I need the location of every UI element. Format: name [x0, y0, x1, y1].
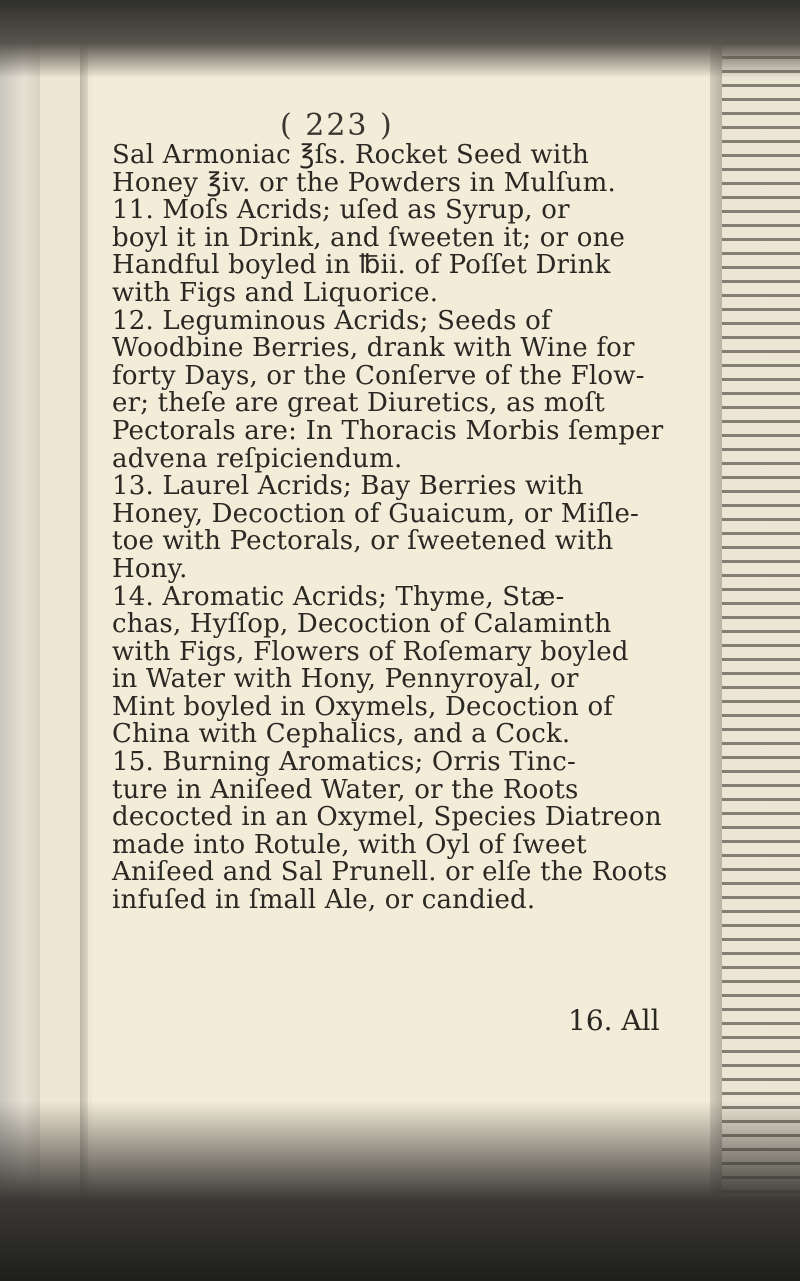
page-number: ( 223 ) [280, 108, 394, 143]
text-line: ture in Aniſeed Water, or the Roots [112, 774, 579, 805]
text-line: boyl it in Drink, and ſweeten it; or one [112, 222, 626, 253]
text-line: China with Cephalics, and a Cock. [112, 719, 571, 750]
text-line: 14. Aromatic Acrids; Thyme, Stæ- [112, 581, 565, 612]
text-line: er; theſe are great Diuretics, as moſt [112, 388, 605, 419]
text-line: 13. Laurel Acrids; Bay Berries with [112, 471, 584, 502]
text-line: toe with Pectorals, or ſweetened with [112, 526, 614, 557]
text-line: infuſed in ſmall Ale, or candied. [112, 885, 536, 916]
text-line: decocted in an Oxymel, Species Diatreon [112, 802, 662, 833]
text-line: Honey, Decoction of Guaicum, or Miſle- [112, 498, 640, 529]
text-line: 15. Burning Aromatics; Orris Tinc- [112, 747, 576, 778]
stacked-page-edges [722, 0, 800, 1281]
scan-edge-left [0, 0, 40, 1281]
text-line: chas, Hyſſop, Decoction of Calaminth [112, 609, 612, 640]
catchword: 16. All [568, 1004, 660, 1037]
text-line: Pectorals are: In Thoracis Morbis ſemper [112, 415, 664, 446]
text-line: with Figs, Flowers of Roſemary boyled [112, 636, 629, 667]
bottom-scan-shadow [0, 1101, 800, 1281]
text-line: Honey ℥iv. or the Powders in Mulſum. [112, 167, 616, 198]
text-line: 12. Leguminous Acrids; Seeds of [112, 305, 551, 336]
text-line: Handful boyled in ℔ii. of Poſſet Drink [112, 250, 611, 281]
page-gutter [80, 0, 88, 1281]
text-line: with Figs and Liquorice. [112, 277, 439, 308]
text-line: Sal Armoniac ℥ſs. Rocket Seed with [112, 140, 590, 170]
text-line: Aniſeed and Sal Prunell. or elſe the Roots [112, 857, 668, 888]
text-line: made into Rotule, with Oyl of ſweet [112, 829, 587, 860]
page-text [112, 142, 722, 915]
text-line: in Water with Hony, Pennyroyal, or [112, 664, 579, 695]
text-line: forty Days, or the Conſerve of the Flow- [112, 360, 645, 391]
top-scan-shadow [0, 0, 800, 78]
text-line: Mint boyled in Oxymels, Decoction of [112, 691, 614, 722]
text-line: advena reſpiciendum. [112, 443, 403, 474]
text-line: 11. Moſs Acrids; uſed as Syrup, or [112, 195, 570, 226]
text-line: Woodbine Berries, drank with Wine for [112, 333, 635, 364]
text-line: Hony. [112, 553, 188, 584]
